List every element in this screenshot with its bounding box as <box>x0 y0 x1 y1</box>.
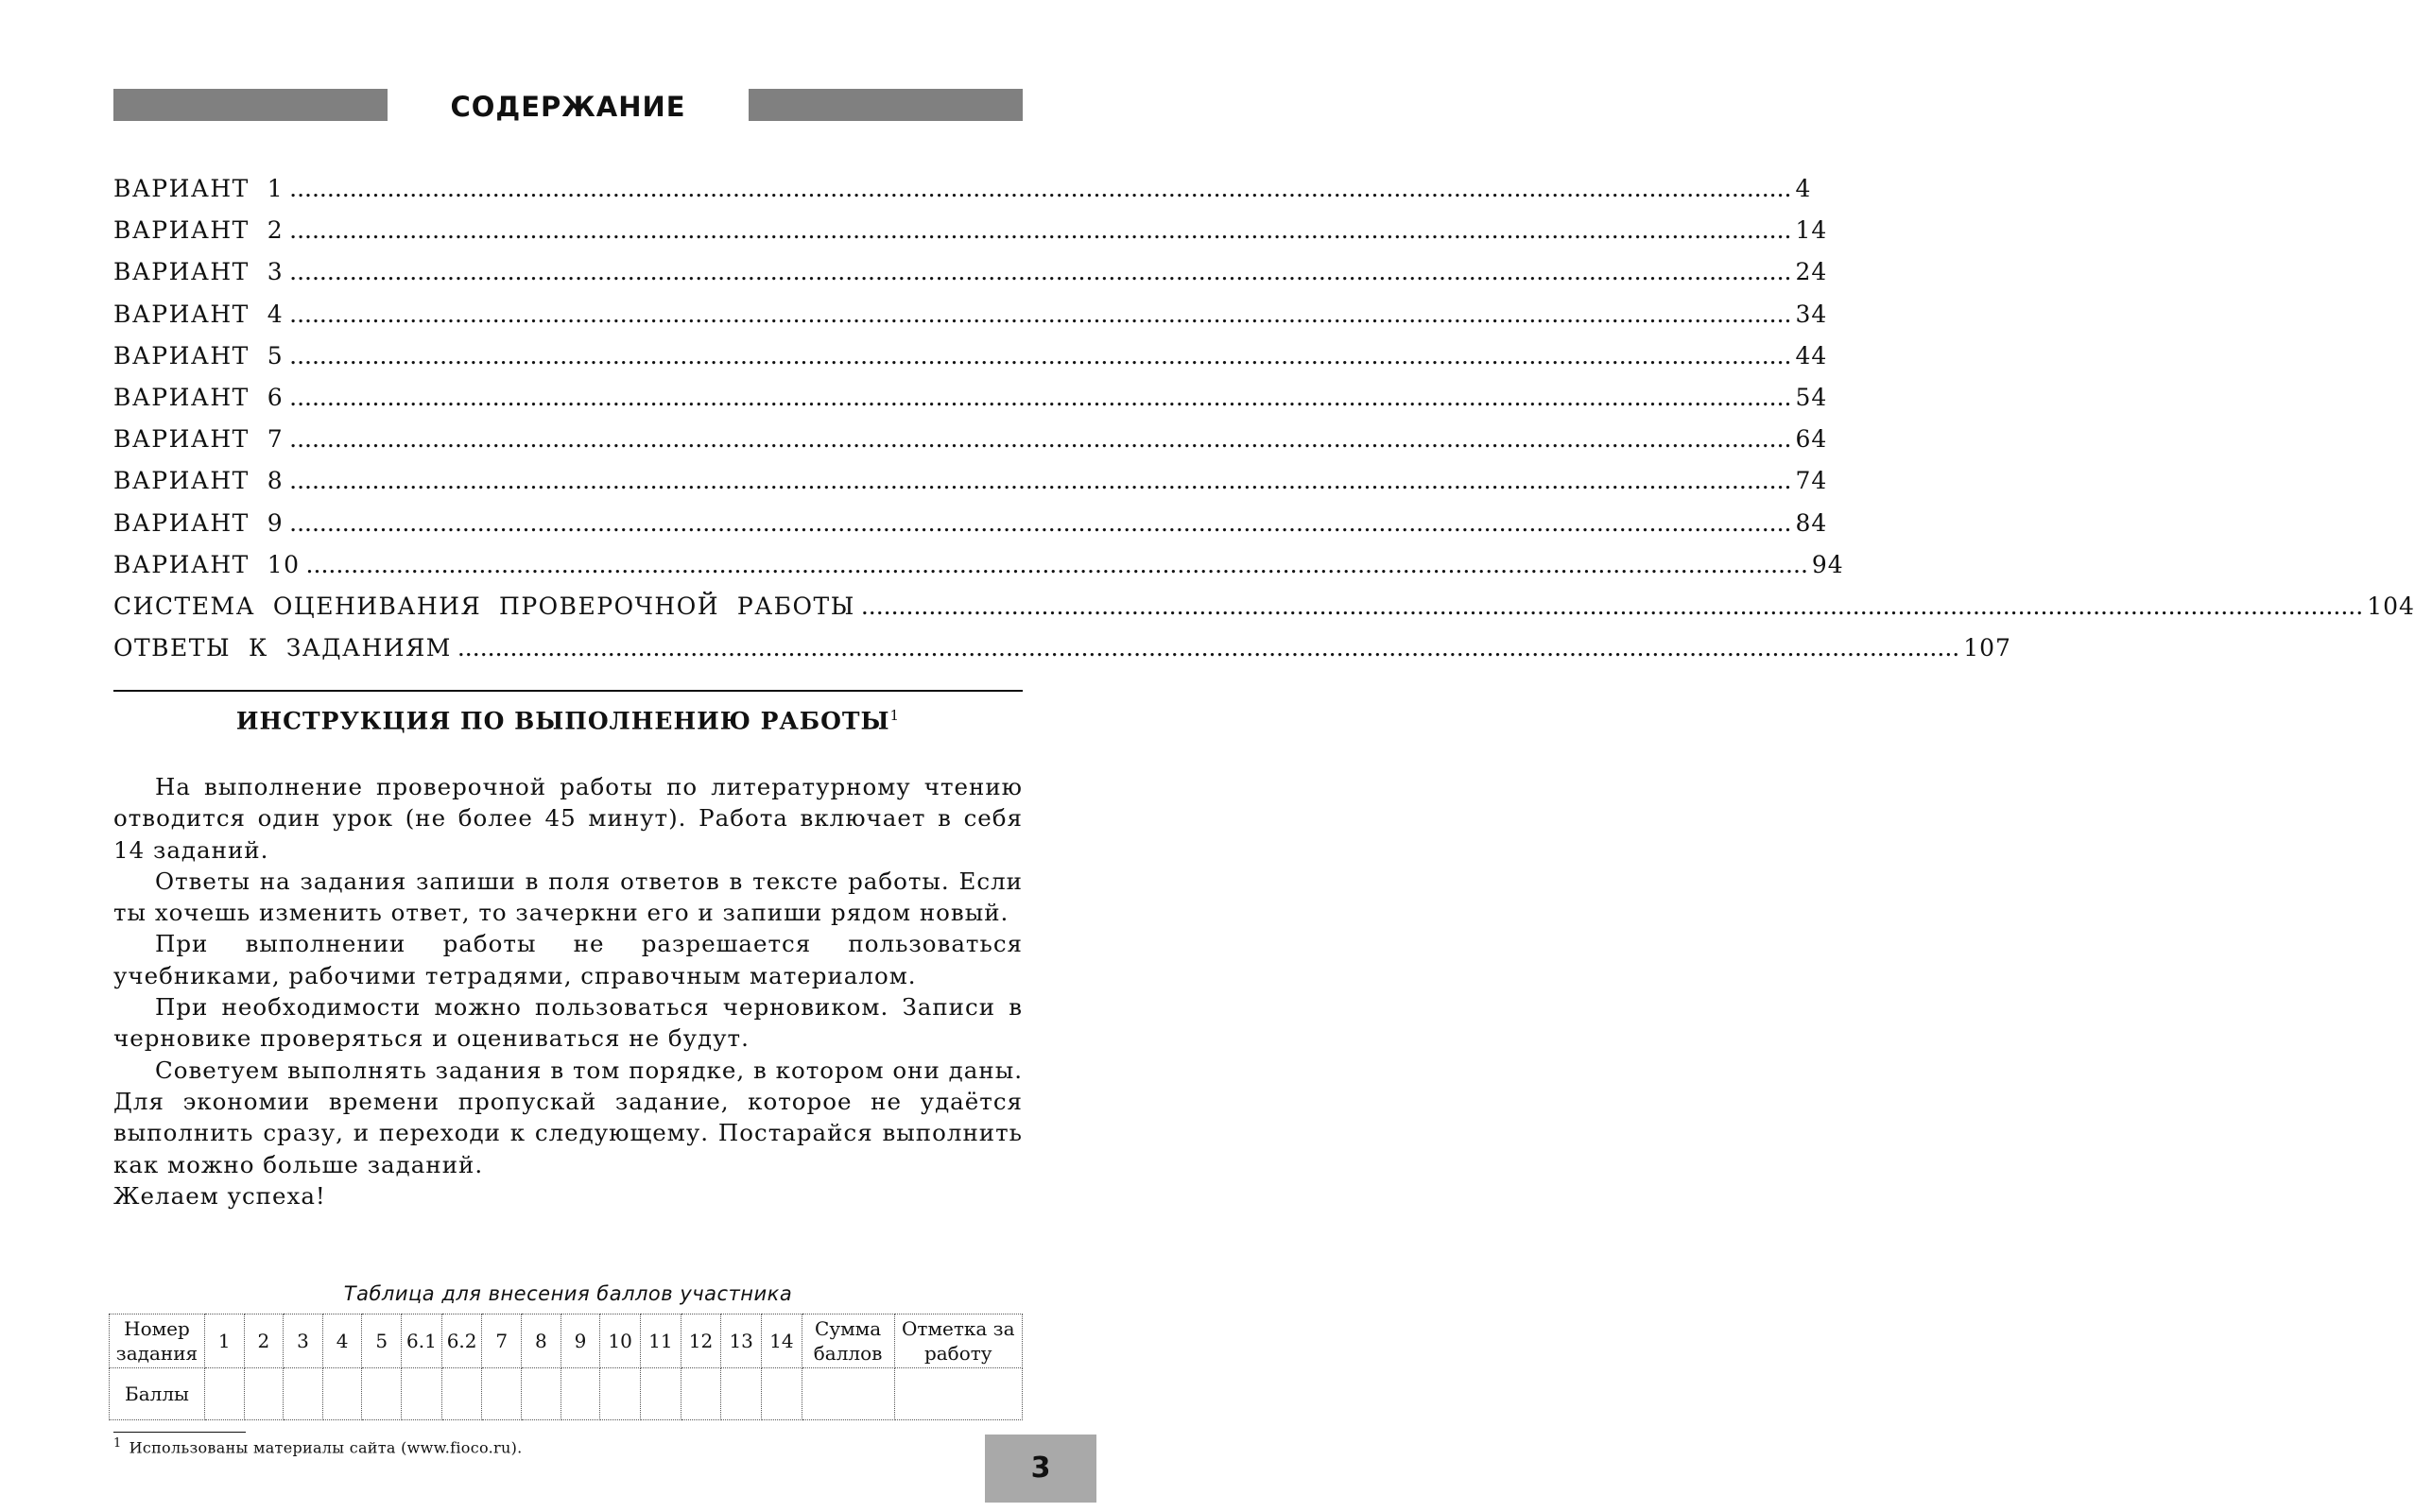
toc-entry <box>113 508 1828 551</box>
instructions-title-text: ИНСТРУКЦИЯ ПО ВЫПОЛНЕНИЮ РАБОТЫ <box>235 707 890 735</box>
table-of-contents <box>113 175 2415 676</box>
points-cell[interactable] <box>561 1368 600 1420</box>
toc-dot-leader: ........................................................................................................................................................................................................ <box>860 592 2364 620</box>
score-table <box>109 1314 1023 1420</box>
toc-entry <box>113 550 1844 593</box>
points-cell[interactable] <box>522 1368 561 1420</box>
toc-entry-label: ВАРИАНТ 2 <box>113 216 285 245</box>
sum-label-cell: Сумма баллов <box>802 1314 894 1368</box>
points-cell[interactable] <box>640 1368 681 1420</box>
task-number-cell: 6.2 <box>441 1314 482 1368</box>
toc-dot-leader: ........................................................................................................................................................................................................ <box>289 425 1792 454</box>
points-cell[interactable] <box>402 1368 442 1420</box>
points-cell[interactable] <box>482 1368 522 1420</box>
points-cell[interactable] <box>721 1368 762 1420</box>
toc-entry-label: ВАРИАНТ 6 <box>113 383 285 411</box>
points-cell[interactable] <box>441 1368 482 1420</box>
toc-dot-leader: ........................................................................................................................................................................................................ <box>289 341 1792 369</box>
footnote <box>113 1436 523 1456</box>
task-number-cell: 8 <box>522 1314 561 1368</box>
toc-entry-label: ВАРИАНТ 4 <box>113 300 285 328</box>
header-bar-right <box>749 89 1023 121</box>
task-number-cell: 13 <box>721 1314 762 1368</box>
toc-entry <box>113 383 1828 425</box>
footnote-divider <box>113 1432 246 1433</box>
toc-entry <box>113 258 1828 300</box>
footnote-text: Использованы материалы сайта (www.fioco.ru). <box>129 1438 523 1457</box>
toc-entry-page: 54 <box>1795 383 1828 411</box>
toc-entry-label: ВАРИАНТ 9 <box>113 508 285 537</box>
total-points-cell[interactable] <box>802 1368 894 1420</box>
task-number-cell: 6.1 <box>402 1314 442 1368</box>
task-number-cell: 3 <box>284 1314 323 1368</box>
points-cell[interactable] <box>362 1368 402 1420</box>
toc-entry-page: 94 <box>1811 550 1844 578</box>
toc-entry <box>113 634 2011 676</box>
toc-dot-leader: ........................................................................................................................................................................................................ <box>289 300 1792 328</box>
grade-cell[interactable] <box>894 1368 1022 1420</box>
task-number-cell: 7 <box>482 1314 522 1368</box>
points-cell[interactable] <box>600 1368 641 1420</box>
toc-entry-page: 74 <box>1795 467 1828 495</box>
toc-dot-leader: ........................................................................................................................................................................................................ <box>289 216 1792 245</box>
toc-entry-label: ВАРИАНТ 5 <box>113 341 285 369</box>
toc-entry-label: ОТВЕТЫ К ЗАДАНИЯМ <box>113 634 452 662</box>
instructions-paragraph: Ответы на задания запиши в поля ответов в тексте работы. Если ты хочешь изменить ответ, то зачеркни его и запиши рядом новый. <box>113 867 1023 927</box>
toc-entry-label: ВАРИАНТ 8 <box>113 467 285 495</box>
toc-entry-page: 104 <box>2367 592 2415 620</box>
toc-entry-page: 14 <box>1795 216 1828 245</box>
toc-entry-label: ВАРИАНТ 7 <box>113 425 285 454</box>
toc-entry <box>113 467 1828 508</box>
task-number-label: Номер задания <box>110 1314 205 1368</box>
instructions-paragraph: При необходимости можно пользоваться черновиком. Записи в черновике проверяться и оцениваться не будут. <box>113 993 1023 1053</box>
toc-entry-page: 4 <box>1795 175 1812 202</box>
toc-entry <box>113 592 2415 634</box>
footnote-mark: 1 <box>113 1436 122 1451</box>
instructions-title <box>113 707 1023 734</box>
score-table-header-row <box>110 1314 1023 1368</box>
task-number-cell: 14 <box>762 1314 802 1368</box>
toc-entry-page: 107 <box>1963 634 2011 662</box>
closing-wish: Желаем успеха! <box>113 1181 326 1210</box>
toc-dot-leader: ........................................................................................................................................................................................................ <box>289 175 1792 202</box>
task-number-cell: 4 <box>322 1314 362 1368</box>
contents-header <box>113 87 1023 123</box>
section-divider <box>113 690 1023 692</box>
task-number-cell: 2 <box>244 1314 284 1368</box>
header-bar-left <box>113 89 388 121</box>
toc-entry-page: 84 <box>1795 508 1828 537</box>
points-cell[interactable] <box>322 1368 362 1420</box>
instructions-paragraph: На выполнение проверочной работы по литературному чтению отводится один урок (не более 45 минут). Работа включает в себя 14 заданий. <box>113 773 1023 864</box>
footnote-reference: 1 <box>889 707 901 724</box>
toc-entry-page: 24 <box>1795 258 1828 286</box>
points-cell[interactable] <box>762 1368 802 1420</box>
toc-entry-label: ВАРИАНТ 10 <box>113 550 301 578</box>
contents-title: СОДЕРЖАНИЕ <box>450 91 686 123</box>
toc-dot-leader: ........................................................................................................................................................................................................ <box>289 467 1792 495</box>
task-number-cell: 9 <box>561 1314 600 1368</box>
toc-entry-label: СИСТЕМА ОЦЕНИВАНИЯ ПРОВЕРОЧНОЙ РАБОТЫ <box>113 592 855 620</box>
instructions-paragraph: При выполнении работы не разрешается пользоваться учебниками, рабочими тетрадями, справочным материалом. <box>113 930 1023 989</box>
toc-dot-leader: ........................................................................................................................................................................................................ <box>457 634 1960 662</box>
toc-dot-leader: ........................................................................................................................................................................................................ <box>305 550 1808 578</box>
toc-entry-label: ВАРИАНТ 1 <box>113 175 285 202</box>
points-cell[interactable] <box>284 1368 323 1420</box>
toc-entry-page: 44 <box>1795 341 1828 369</box>
task-number-cell: 10 <box>600 1314 641 1368</box>
page-number: 3 <box>985 1435 1096 1503</box>
points-label: Баллы <box>110 1368 205 1420</box>
task-number-cell: 12 <box>681 1314 721 1368</box>
toc-entry <box>113 216 1828 258</box>
toc-dot-leader: ........................................................................................................................................................................................................ <box>289 258 1792 286</box>
mark-label-cell: Отметка за работу <box>894 1314 1022 1368</box>
instructions-body <box>113 771 1023 1211</box>
points-cell[interactable] <box>681 1368 721 1420</box>
task-number-cell: 1 <box>204 1314 244 1368</box>
points-cell[interactable] <box>204 1368 244 1420</box>
task-number-cell: 11 <box>640 1314 681 1368</box>
toc-entry <box>113 300 1828 342</box>
toc-entry <box>113 425 1828 467</box>
instructions-paragraph: Советуем выполнять задания в том порядке, в котором они даны. Для экономии времени пропускай задание, которое не удаётся выполнить сразу, и переходи к следующему. Постарайся выполнить как можно больше заданий. <box>113 1056 1023 1178</box>
toc-dot-leader: ........................................................................................................................................................................................................ <box>289 508 1792 537</box>
toc-dot-leader: ........................................................................................................................................................................................................ <box>289 383 1792 411</box>
points-cell[interactable] <box>244 1368 284 1420</box>
toc-entry-page: 64 <box>1795 425 1828 454</box>
score-table-values-row <box>110 1368 1023 1420</box>
score-table-caption: Таблица для внесения баллов участника <box>343 1282 793 1305</box>
toc-entry-page: 34 <box>1795 300 1828 328</box>
task-number-cell: 5 <box>362 1314 402 1368</box>
toc-entry-label: ВАРИАНТ 3 <box>113 258 285 286</box>
toc-entry <box>113 175 1812 216</box>
toc-entry <box>113 341 1828 384</box>
